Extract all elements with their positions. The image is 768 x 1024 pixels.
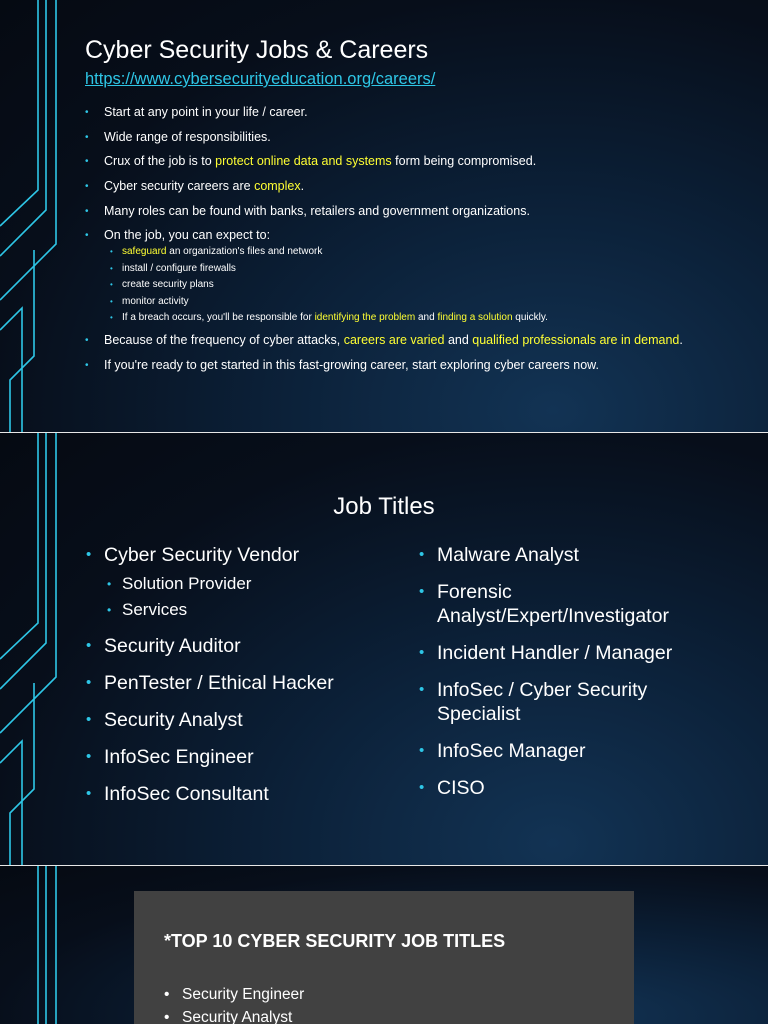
bullet-icon: •	[85, 156, 89, 167]
bullet-icon: •	[85, 206, 89, 217]
bullet-item	[85, 229, 745, 328]
bullet-text: Cyber security careers are	[104, 179, 255, 193]
job-title-item	[86, 782, 406, 806]
circuit-lines-decoration	[0, 0, 80, 432]
job-title-text: Analyst/Expert/Investigator	[437, 605, 669, 627]
bullet-text: If a breach occurs, you'll be responsible for	[122, 312, 315, 323]
highlight-text: qualified professionals are in demand	[472, 332, 680, 347]
bullet-icon: •	[86, 674, 92, 691]
sub-bullet-list	[104, 245, 745, 328]
top10-box	[134, 891, 634, 1024]
bullet-text: monitor activity	[122, 295, 189, 307]
highlight-text: safeguard	[122, 246, 167, 257]
job-subtitle-item	[86, 573, 406, 595]
job-title-text: InfoSec / Cyber Security	[437, 679, 648, 701]
bullet-item	[85, 180, 745, 193]
highlight-text: finding a solution	[437, 312, 513, 323]
bullet-item	[85, 205, 745, 218]
bullet-icon: •	[419, 644, 425, 661]
job-title-item	[419, 776, 749, 800]
job-title-item	[419, 678, 749, 726]
job-title-text: InfoSec Consultant	[104, 783, 269, 805]
job-title-item	[86, 671, 406, 695]
bullet-icon: •	[85, 334, 89, 346]
bullet-icon: •	[85, 107, 89, 118]
bullet-text: Because of the frequency of cyber attacks,	[104, 332, 344, 347]
bullet-icon: •	[107, 603, 112, 617]
careers-link[interactable]: https://www.cybersecurityeducation.org/careers/	[85, 70, 436, 88]
bullet-icon: •	[419, 742, 425, 759]
job-title-text: InfoSec Manager	[437, 740, 586, 762]
job-title-text: Specialist	[437, 703, 521, 725]
top10-item	[164, 986, 304, 1009]
bullet-text: form being compromised.	[391, 154, 537, 168]
top10-list	[164, 986, 304, 1024]
slide-careers	[0, 0, 768, 432]
bullet-text: an organization's files and network	[166, 246, 323, 257]
job-title-text: Malware Analyst	[437, 544, 579, 566]
job-title-text: Incident Handler / Manager	[437, 642, 673, 664]
bullet-icon: •	[85, 230, 89, 241]
bullet-text: Start at any point in your life / career.	[104, 105, 308, 119]
bullet-icon: •	[164, 1009, 170, 1024]
bullet-text: If you're ready to get started in this fast-growing career, start exploring cyber careers now.	[104, 357, 599, 372]
job-titles-right-column	[419, 543, 749, 800]
job-subtitle-text: Solution Provider	[122, 574, 252, 593]
bullet-icon: •	[86, 785, 92, 802]
job-title-text: Security Auditor	[104, 635, 241, 657]
bullet-text: create security plans	[122, 279, 214, 290]
bullet-icon: •	[85, 132, 89, 143]
job-subtitle-text: Services	[122, 600, 188, 619]
top10-item	[164, 1009, 304, 1024]
sub-bullet-item	[104, 262, 745, 279]
bullet-icon: •	[419, 779, 425, 796]
bullet-icon: •	[419, 681, 425, 698]
bullet-icon: •	[110, 296, 113, 306]
job-title-item	[419, 641, 749, 665]
top10-title: *TOP 10 CYBER SECURITY JOB TITLES	[164, 931, 506, 951]
bullet-icon: •	[419, 546, 425, 563]
bullet-text: .	[300, 179, 305, 193]
bullet-text: and	[415, 312, 438, 323]
bullet-item	[85, 334, 745, 347]
job-title-item	[86, 543, 406, 567]
bullet-item	[85, 155, 745, 168]
top10-item-text: Security Analyst	[182, 1009, 293, 1024]
job-title-item	[86, 634, 406, 658]
bullet-icon: •	[107, 577, 112, 591]
sub-bullet-item	[104, 311, 745, 328]
job-title-item	[419, 739, 749, 763]
bullet-icon: •	[85, 359, 89, 371]
bullet-icon: •	[86, 711, 92, 728]
bullet-icon: •	[85, 181, 89, 192]
job-titles-left-column	[86, 543, 406, 806]
job-title-item	[419, 543, 749, 567]
bullet-icon: •	[110, 263, 113, 273]
bullet-item	[85, 106, 745, 119]
job-title-text: CISO	[437, 777, 485, 799]
highlight-text: careers are varied	[343, 332, 445, 347]
bullet-item	[85, 131, 745, 144]
job-title-text: PenTester / Ethical Hacker	[104, 672, 334, 694]
job-title-text: Forensic	[437, 581, 512, 603]
job-title-item	[419, 580, 749, 628]
bullet-text: quickly.	[512, 312, 548, 323]
job-title-item	[86, 745, 406, 769]
slide-job-titles	[0, 433, 768, 865]
slide-top10	[0, 866, 768, 1024]
sub-bullet-item	[104, 245, 745, 262]
bullet-text: install / configure firewalls	[122, 262, 236, 274]
sub-bullet-item	[104, 295, 745, 312]
bullet-icon: •	[110, 280, 113, 289]
bullet-text: Wide range of responsibilities.	[104, 130, 271, 144]
bullet-icon: •	[164, 986, 170, 1003]
slide-title: Job Titles	[333, 493, 435, 520]
sub-bullet-item	[104, 278, 745, 295]
highlight-text: protect online data and systems	[215, 154, 392, 168]
bullet-icon: •	[110, 313, 113, 322]
bullet-icon: •	[86, 748, 92, 765]
slide-title: Cyber Security Jobs & Careers	[85, 36, 429, 64]
bullet-icon: •	[110, 247, 113, 256]
job-title-text: Security Analyst	[104, 709, 243, 731]
bullet-icon: •	[419, 583, 425, 600]
bullet-text: Many roles can be found with banks, retailers and government organizations.	[104, 204, 530, 218]
bullet-item	[85, 359, 745, 372]
bullet-icon: •	[86, 546, 92, 563]
highlight-text: identifying the problem	[314, 312, 416, 323]
job-title-item	[86, 708, 406, 732]
careers-bullet-list	[85, 106, 745, 372]
bullet-icon: •	[86, 637, 92, 654]
highlight-text: complex	[254, 179, 301, 193]
bullet-text: and	[444, 332, 473, 347]
job-title-text: Cyber Security Vendor	[104, 544, 300, 566]
bullet-text: .	[679, 332, 683, 347]
circuit-lines-decoration	[0, 866, 80, 1024]
bullet-text: On the job, you can expect to:	[104, 228, 271, 242]
job-title-text: InfoSec Engineer	[104, 746, 254, 768]
job-subtitle-item	[86, 599, 406, 621]
top10-item-text: Security Engineer	[182, 986, 305, 1003]
bullet-text: Crux of the job is to	[104, 154, 216, 168]
